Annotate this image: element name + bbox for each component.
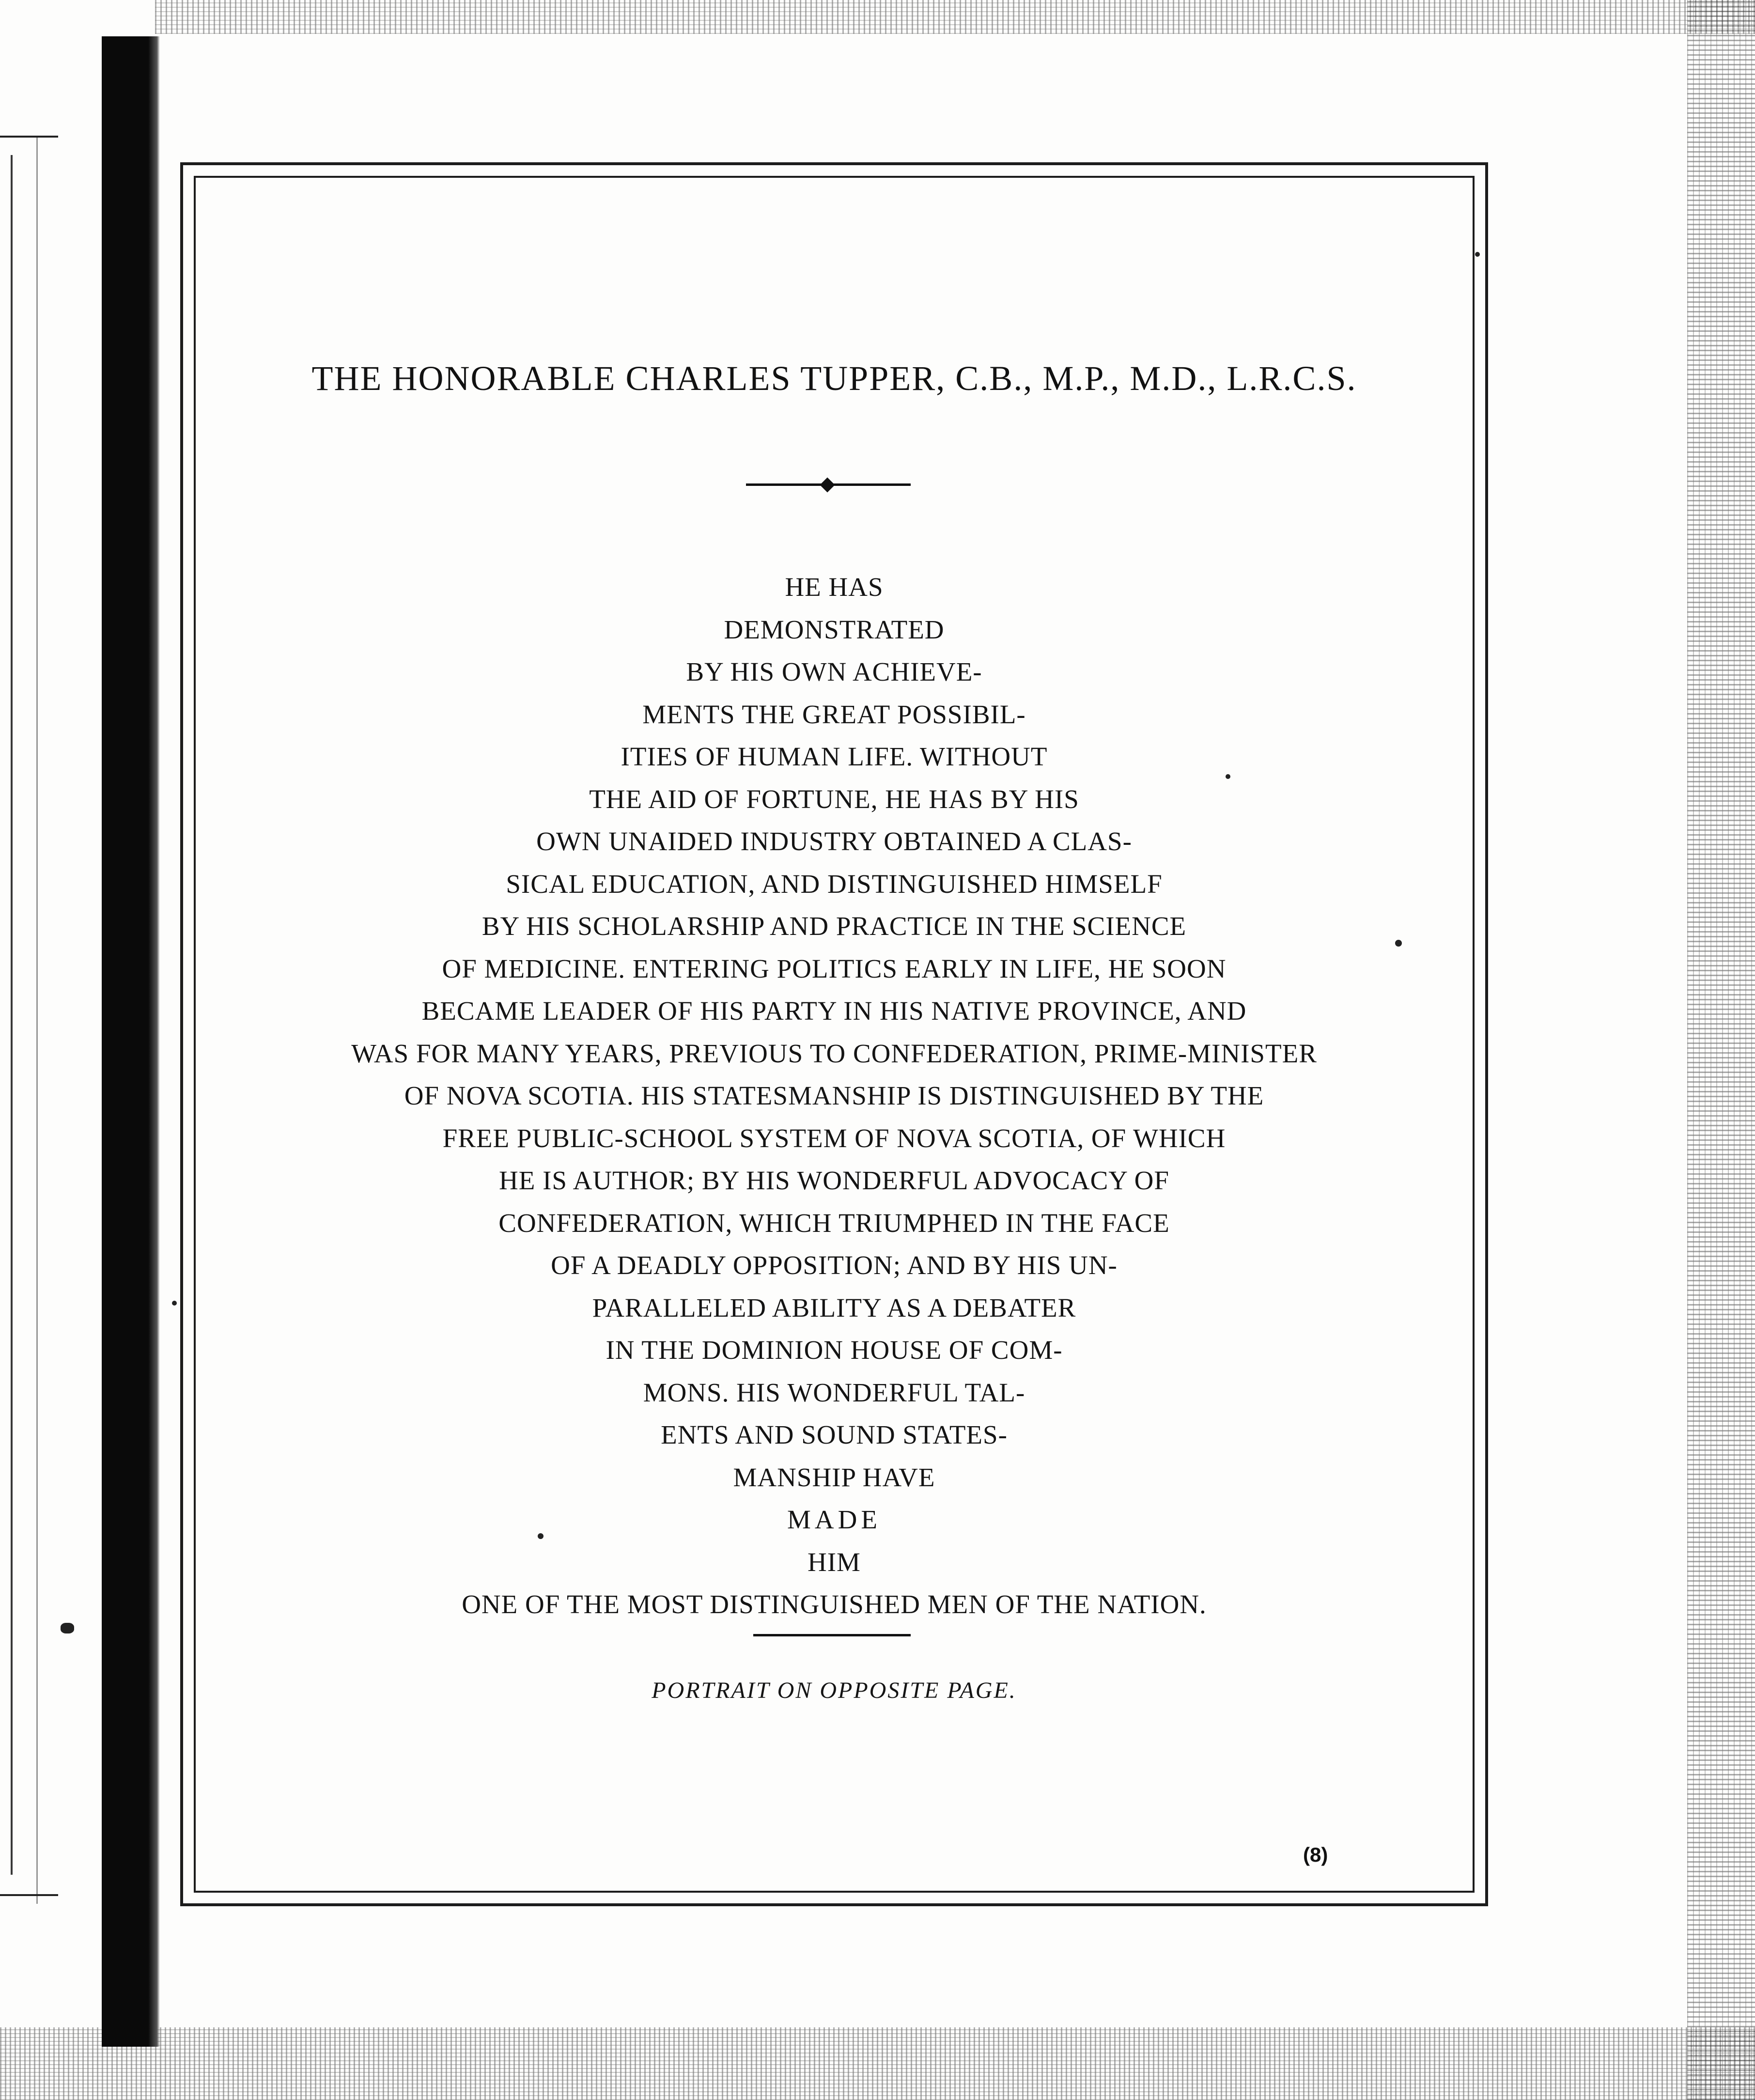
paragraph-line: PARALLELED ABILITY AS A DEBATER: [592, 1292, 1076, 1322]
page-title: THE HONORABLE CHARLES TUPPER, C.B., M.P., M.D., L.R.C.S.: [311, 359, 1357, 398]
print-speck: [1226, 774, 1230, 779]
title-ornament-rule: [746, 477, 911, 492]
paragraph-line: OF NOVA SCOTIA. HIS STATESMANSHIP IS DISTINGUISHED BY THE: [404, 1081, 1264, 1110]
paragraph-line: OWN UNAIDED INDUSTRY OBTAINED A CLAS-: [536, 826, 1132, 856]
paragraph-line: HE IS AUTHOR; BY HIS WONDERFUL ADVOCACY OF: [499, 1166, 1169, 1195]
diamond-ornament-icon: [820, 477, 835, 492]
print-speck: [538, 1533, 544, 1539]
binding-shadow: [102, 36, 160, 2047]
paragraph-line: BY HIS SCHOLARSHIP AND PRACTICE IN THE SCIENCE: [481, 911, 1187, 941]
page-number: (8): [1303, 1843, 1328, 1866]
paragraph-line: SICAL EDUCATION, AND DISTINGUISHED HIMSELF: [506, 869, 1163, 899]
paragraph-line: MADE: [787, 1505, 881, 1534]
print-speck: [1475, 252, 1480, 257]
paragraph-line: DEMONSTRATED: [724, 614, 945, 644]
scan-noise-right: [1687, 0, 1755, 2100]
paragraph-line: ITIES OF HUMAN LIFE. WITHOUT: [621, 742, 1048, 771]
print-speck: [61, 1623, 74, 1633]
print-speck: [1395, 940, 1402, 947]
paragraph-line: BY HIS OWN ACHIEVE-: [686, 657, 982, 686]
paragraph-line: WAS FOR MANY YEARS, PREVIOUS TO CONFEDERATION, PRIME-MINISTER: [351, 1038, 1317, 1068]
facing-page-margin: [0, 126, 58, 1918]
scan-noise-bottom: [0, 2027, 1755, 2100]
paragraph-line: BECAME LEADER OF HIS PARTY IN HIS NATIVE PROVINCE, AND: [421, 996, 1247, 1026]
paragraph-line: FREE PUBLIC-SCHOOL SYSTEM OF NOVA SCOTIA, OF WHICH: [442, 1123, 1226, 1153]
paragraph-line: MONS. HIS WONDERFUL TAL-: [643, 1377, 1025, 1407]
print-speck: [172, 1301, 177, 1306]
paragraph-line: ONE OF THE MOST DISTINGUISHED MEN OF THE NATION.: [462, 1589, 1207, 1619]
closing-rule: [753, 1634, 911, 1636]
paragraph-line: OF MEDICINE. ENTERING POLITICS EARLY IN LIFE, HE SOON: [442, 953, 1227, 983]
tribute-paragraph: [194, 566, 1475, 1626]
scan-noise-top: [155, 0, 1755, 34]
paragraph-line: OF A DEADLY OPPOSITION; AND BY HIS UN-: [551, 1250, 1118, 1280]
paragraph-line: CONFEDERATION, WHICH TRIUMPHED IN THE FACE: [498, 1208, 1170, 1238]
paragraph-line: THE AID OF FORTUNE, HE HAS BY HIS: [589, 784, 1079, 814]
paragraph-line: ENTS AND SOUND STATES-: [661, 1420, 1008, 1449]
paragraph-line: MANSHIP HAVE: [733, 1462, 935, 1492]
paragraph-line: HE HAS: [785, 572, 884, 602]
paragraph-line: HIM: [808, 1547, 861, 1577]
paragraph-line: IN THE DOMINION HOUSE OF COM-: [606, 1335, 1063, 1365]
portrait-caption: PORTRAIT ON OPPOSITE PAGE.: [652, 1678, 1017, 1703]
paragraph-line: MENTS THE GREAT POSSIBIL-: [642, 699, 1026, 729]
